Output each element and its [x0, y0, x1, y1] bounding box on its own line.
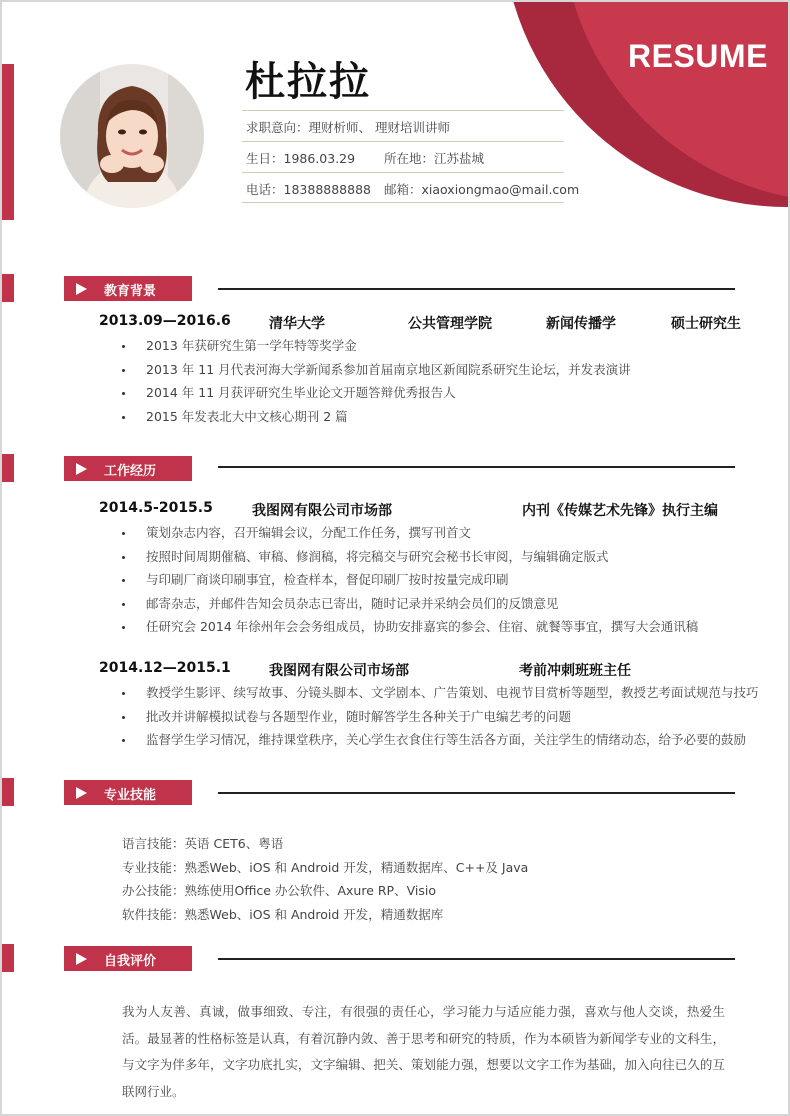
skill-line: 软件技能：熟悉Web、iOS 和 Android 开发，精通数据库	[122, 906, 444, 922]
skill-line: 专业技能：熟悉Web、iOS 和 Android 开发，精通数据库、C++及 Java	[122, 859, 529, 875]
profile-photo	[60, 64, 204, 208]
section-header-skills	[64, 780, 192, 805]
info-row-contact	[242, 172, 580, 203]
location-label: 所在地：	[384, 151, 435, 166]
list-item: 与印刷厂商谈印刷事宜，检查样本，督促印刷厂按时按量完成印刷	[118, 568, 698, 592]
job-duties-list	[118, 521, 698, 639]
skill-line: 语言技能：英语 CET6、粤语	[122, 836, 284, 851]
intent-value: 理财析师、 理财培训讲师	[308, 120, 450, 135]
list-item: 2013 年获研究生第一学年特等奖学金	[118, 334, 631, 358]
section-title: 专业技能	[104, 788, 157, 803]
birthday-value: 1986.03.29	[283, 151, 356, 166]
list-item: 按照时间周期催稿、审稿、修润稿，将完稿交与研究会秘书长审阅，与编辑确定版式	[118, 545, 698, 569]
job-period: 2014.5-2015.5	[99, 500, 213, 516]
section-divider	[218, 288, 735, 290]
section-title: 自我评价	[104, 954, 157, 969]
list-item: 2015 年发表北大中文核心期刊 2 篇	[118, 405, 631, 429]
candidate-name: 杜拉拉	[245, 59, 371, 105]
info-row-birthday-location	[242, 141, 564, 172]
job-position: 内刊《传媒艺术先锋》执行主编	[522, 503, 718, 519]
list-item: 2013 年 11 月代表河海大学新闻系参加首届南京地区新闻院系研究生论坛，并发表演讲	[118, 358, 631, 382]
resume-wordmark: RESUME	[628, 38, 768, 74]
info-row-intent	[242, 110, 564, 141]
section-header-work	[64, 456, 192, 481]
location-value: 江苏盐城	[434, 151, 485, 166]
portrait-illustration	[60, 64, 204, 208]
list-item: 2014 年 11 月获评研究生毕业论文开题答辩优秀报告人	[118, 381, 631, 405]
education-period: 2013.09—2016.6	[99, 313, 231, 329]
job-company: 我图网有限公司市场部	[252, 503, 392, 519]
education-list	[118, 334, 631, 428]
job-position: 考前冲刺班班主任	[519, 663, 631, 679]
education-degree: 硕士研究生	[671, 316, 741, 332]
left-accent-bar-header	[2, 64, 14, 220]
self-evaluation-text: 我为人友善、真诚，做事细致、专注，有很强的责任心，学习能力与适应能力强，喜欢与他人交谈，热爱生活。最显著的性格标签是认真，有着沉静内敛、善于思考和研究的特质，作为本硕皆为新闻学专业的文科生，与文字为伴多年，文字功底扎实，文字编辑、把关、策划能力强，想要以文字工作为基础，加入向往已久的互联网行业。	[122, 1004, 725, 1099]
play-triangle-icon	[76, 463, 87, 475]
left-accent-bar-skills	[2, 778, 14, 806]
job-company: 我图网有限公司市场部	[269, 663, 409, 679]
birthday-label: 生日：	[246, 151, 284, 166]
list-item: 任研究会 2014 年徐州年会会务组成员，协助安排嘉宾的参会、住宿、就餐等事宜，撰写大会通讯稿	[118, 615, 698, 639]
section-title: 教育背景	[104, 284, 157, 299]
list-item: 策划杂志内容，召开编辑会议，分配工作任务，撰写刊首文	[118, 521, 698, 545]
list-item: 教授学生影评、续写故事、分镜头脚本、文学剧本、广告策划、电视节目赏析等题型，教授艺考面试规范与技巧	[118, 681, 759, 705]
skills-list	[122, 832, 528, 926]
play-triangle-icon	[76, 787, 87, 799]
left-accent-bar-work	[2, 454, 14, 482]
intent-label: 求职意向：	[246, 120, 309, 135]
education-school: 清华大学	[269, 316, 325, 332]
phone-label: 电话：	[246, 182, 284, 197]
email-label: 邮箱：	[384, 182, 422, 197]
list-item: 批改并讲解模拟试卷与各题型作业，随时解答学生各种关于广电编艺考的问题	[118, 705, 759, 729]
skill-line: 办公技能：熟练使用Office 办公软件、Axure RP、Visio	[122, 883, 436, 898]
play-triangle-icon	[76, 953, 87, 965]
section-header-evaluation	[64, 946, 192, 971]
phone-value: 18388888888	[283, 182, 371, 197]
play-triangle-icon	[76, 283, 87, 295]
education-major: 新闻传播学	[546, 316, 616, 332]
education-college: 公共管理学院	[408, 316, 492, 332]
section-header-education	[64, 276, 192, 301]
left-accent-bar-evaluation	[2, 944, 14, 972]
left-accent-bar-education	[2, 274, 14, 302]
email-value: xiaoxiongmao@mail.com	[421, 182, 580, 197]
section-divider	[218, 958, 735, 960]
job-duties-list	[118, 681, 759, 752]
list-item: 监督学生学习情况，维持课堂秩序，关心学生衣食住行等生活各方面，关注学生的情绪动态，给予必要的鼓励	[118, 728, 759, 752]
list-item: 邮寄杂志，并邮件告知会员杂志已寄出，随时记录并采纳会员们的反馈意见	[118, 592, 698, 616]
section-divider	[218, 792, 735, 794]
job-period: 2014.12—2015.1	[99, 660, 231, 676]
section-title: 工作经历	[104, 464, 157, 479]
section-divider	[218, 466, 735, 468]
